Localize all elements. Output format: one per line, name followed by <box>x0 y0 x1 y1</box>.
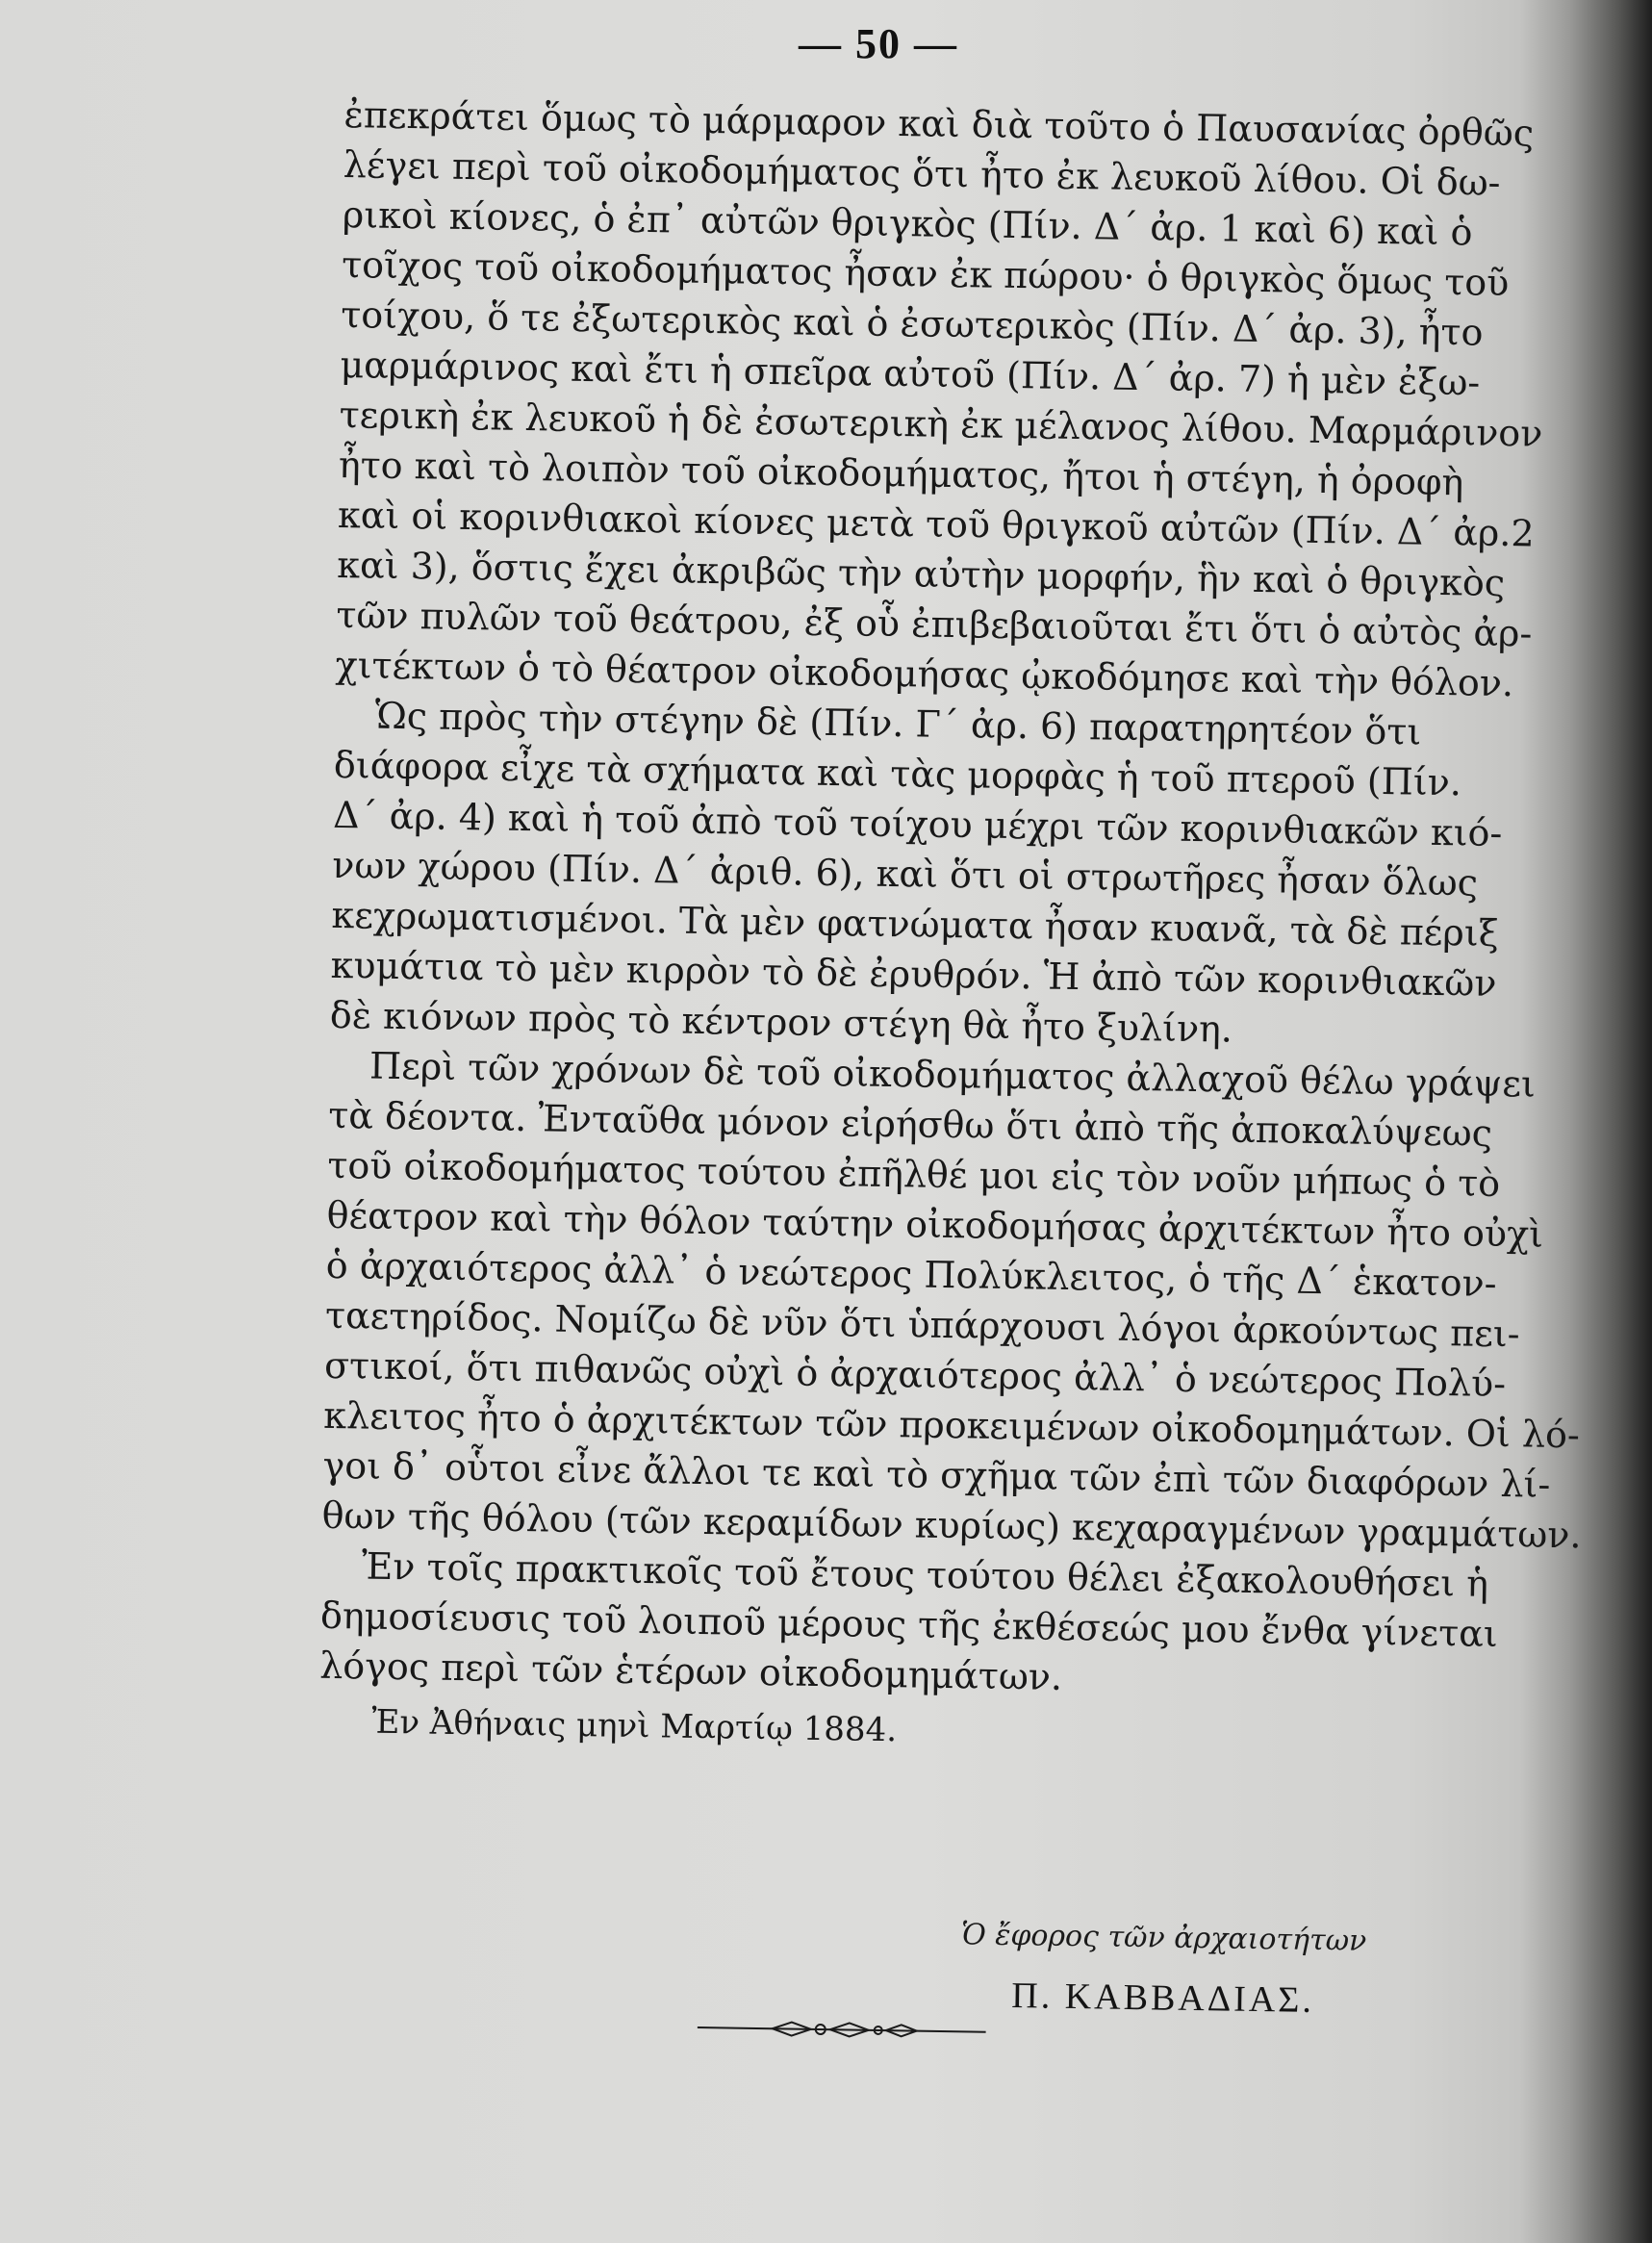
text-line: γοι δ᾿ οὗτοι εἶνε ἄλλοι τε καὶ τὸ σχῆμα τῶν ἐπὶ τῶν διαφόρων λί- <box>322 1443 1551 1506</box>
text-line: κλειτος ἦτο ὁ ἀρχιτέκτων τῶν προκειμένων οἰκοδομημάτων. Οἱ λό- <box>323 1393 1581 1457</box>
text-line: τερικὴ ἐκ λευκοῦ ἡ δὲ ἐσωτερικὴ ἐκ μέλανος λίθου. Μαρμάρινον <box>339 393 1543 455</box>
text-line: λέγει περὶ τοῦ οἰκοδομήματος ὅτι ἦτο ἐκ λευκοῦ λίθου. Οἱ δω- <box>343 142 1501 204</box>
text-line: κεχρωματισμένοι. Τὰ μὲν φατνώματα ἦσαν κυανᾶ, τὰ δὲ πέριξ <box>331 893 1499 955</box>
text-line: τὰ δέοντα. Ἐνταῦθα μόνον εἰρήσθω ὅτι ἀπὸ τῆς ἀποκαλύψεως <box>327 1093 1493 1155</box>
signature-name: Π. ΚΑΒΒΑΔΙΑΣ. <box>1011 1975 1315 2021</box>
body-text <box>318 91 1582 1750</box>
text-line: θέατρον καὶ τὴν θόλον ταύτην οἰκοδομήσας ἀρχιτέκτων ἦτο οὐχὶ <box>326 1193 1544 1256</box>
text-line: νων χώρου (Πίν. Δ΄ ἀριθ. 6), καὶ ὅτι οἱ στρωτῆρες ἦσαν ὅλως <box>332 843 1479 905</box>
text-line: Δ΄ ἀρ. 4) καὶ ἡ τοῦ ἀπὸ τοῦ τοίχου μέχρι τῶν κορινθιακῶν κιό- <box>332 793 1503 854</box>
text-line: ἦτο καὶ τὸ λοιπὸν τοῦ οἰκοδομήματος, ἤτοι ἡ στέγη, ἡ ὀροφὴ <box>338 443 1464 504</box>
paragraph-start-line: Ὡς πρὸς τὴν στέγην δὲ (Πίν. Γ΄ ἀρ. 6) παρατηρητέον ὅτι <box>374 694 1422 753</box>
text-line: διάφορα εἶχε τὰ σχήματα καὶ τὰς μορφὰς ἡ τοῦ πτεροῦ (Πίν. <box>333 743 1462 804</box>
ornament-divider <box>698 2013 986 2047</box>
text-line: καὶ 3), ὅστις ἔχει ἀκριβῶς τὴν αὐτὴν μορφήν, ἣν καὶ ὁ θριγκὸς <box>336 543 1506 605</box>
dateline: Ἐν Ἀθήναις μηνὶ Μαρτίῳ 1884. <box>371 1702 898 1750</box>
text-line: μαρμάρινος καὶ ἔτι ἡ σπεῖρα αὐτοῦ (Πίν. Δ΄ ἀρ. 7) ἡ μὲν ἐξω- <box>340 343 1481 404</box>
text-line: ὁ ἀρχαιότερος ἀλλ᾿ ὁ νεώτερος Πολύκλειτος, ὁ τῆς Δ΄ ἑκατον- <box>325 1243 1497 1305</box>
text-line: ταετηρίδος. Νομίζω δὲ νῦν ὅτι ὑπάρχουσι λόγοι ἀρκούντως πει- <box>324 1293 1520 1356</box>
text-line: χιτέκτων ὁ τὸ θέατρον οἰκοδομήσας ᾠκοδόμησε καὶ τὴν θόλον. <box>335 643 1514 705</box>
text-line: ἐπεκράτει ὅμως τὸ μάρμαρον καὶ διὰ τοῦτο ὁ Παυσανίας ὀρθῶς <box>343 92 1535 155</box>
text-line: τοῖχος τοῦ οἰκοδομήματος ἦσαν ἐκ πώρου· ὁ θριγκὸς ὅμως τοῦ <box>341 242 1510 305</box>
paragraph-start-line: Περὶ τῶν χρόνων δὲ τοῦ οἰκοδομήματος ἀλλαχοῦ θέλω γράψει <box>369 1044 1537 1106</box>
text-line: θων τῆς θόλου (τῶν κεραμίδων κυρίως) κεχαραγμένων γραμμάτων. <box>321 1493 1582 1557</box>
text-line: δημοσίευσις τοῦ λοιποῦ μέρους τῆς ἐκθέσεώς μου ἔνθα γίνεται <box>319 1593 1499 1656</box>
text-line: δὲ κιόνων πρὸς τὸ κέντρον στέγη θὰ ἦτο ξυλίνη. <box>329 993 1233 1051</box>
text-line: κυμάτια τὸ μὲν κιρρὸν τὸ δὲ ἐρυθρόν. Ἡ ἀπὸ τῶν κορινθιακῶν <box>330 943 1497 1005</box>
text-line: ρικοὶ κίονες, ὁ ἐπ᾿ αὐτῶν θριγκὸς (Πίν. Δ΄ ἀρ. 1 καὶ 6) καὶ ὁ <box>342 192 1473 254</box>
text-line: καὶ οἱ κορινθιακοὶ κίονες μετὰ τοῦ θριγκοῦ αὐτῶν (Πίν. Δ΄ ἀρ.2 <box>337 493 1535 555</box>
paragraph-start-line: Ἐν τοῖς πρακτικοῖς τοῦ ἔτους τούτου θέλει ἐξακολουθήσει ἡ <box>361 1544 1489 1605</box>
signature-role: Ὁ ἔφορος τῶν ἀρχαιοτήτων <box>960 1918 1367 1958</box>
signature-block <box>946 1915 1381 2029</box>
page-number: — 50 — <box>799 20 958 67</box>
text-line: λόγος περὶ τῶν ἑτέρων οἰκοδομημάτων. <box>318 1644 1063 1698</box>
text-line: τοῦ οἰκοδομήματος τούτου ἐπῆλθέ μοι εἰς τὸν νοῦν μήπως ὁ τὸ <box>327 1143 1501 1206</box>
text-line: στικοί, ὅτι πιθανῶς οὐχὶ ὁ ἀρχαιότερος ἀλλ᾿ ὁ νεώτερος Πολύ- <box>323 1343 1507 1406</box>
text-line: τοίχου, ὅ τε ἐξωτερικὸς καὶ ὁ ἐσωτερικὸς (Πίν. Δ΄ ἀρ. 3), ἦτο <box>341 293 1484 354</box>
text-line: τῶν πυλῶν τοῦ θεάτρου, ἐξ οὗ ἐπιβεβαιοῦται ἔτι ὅτι ὁ αὐτὸς ἀρ- <box>336 593 1533 655</box>
